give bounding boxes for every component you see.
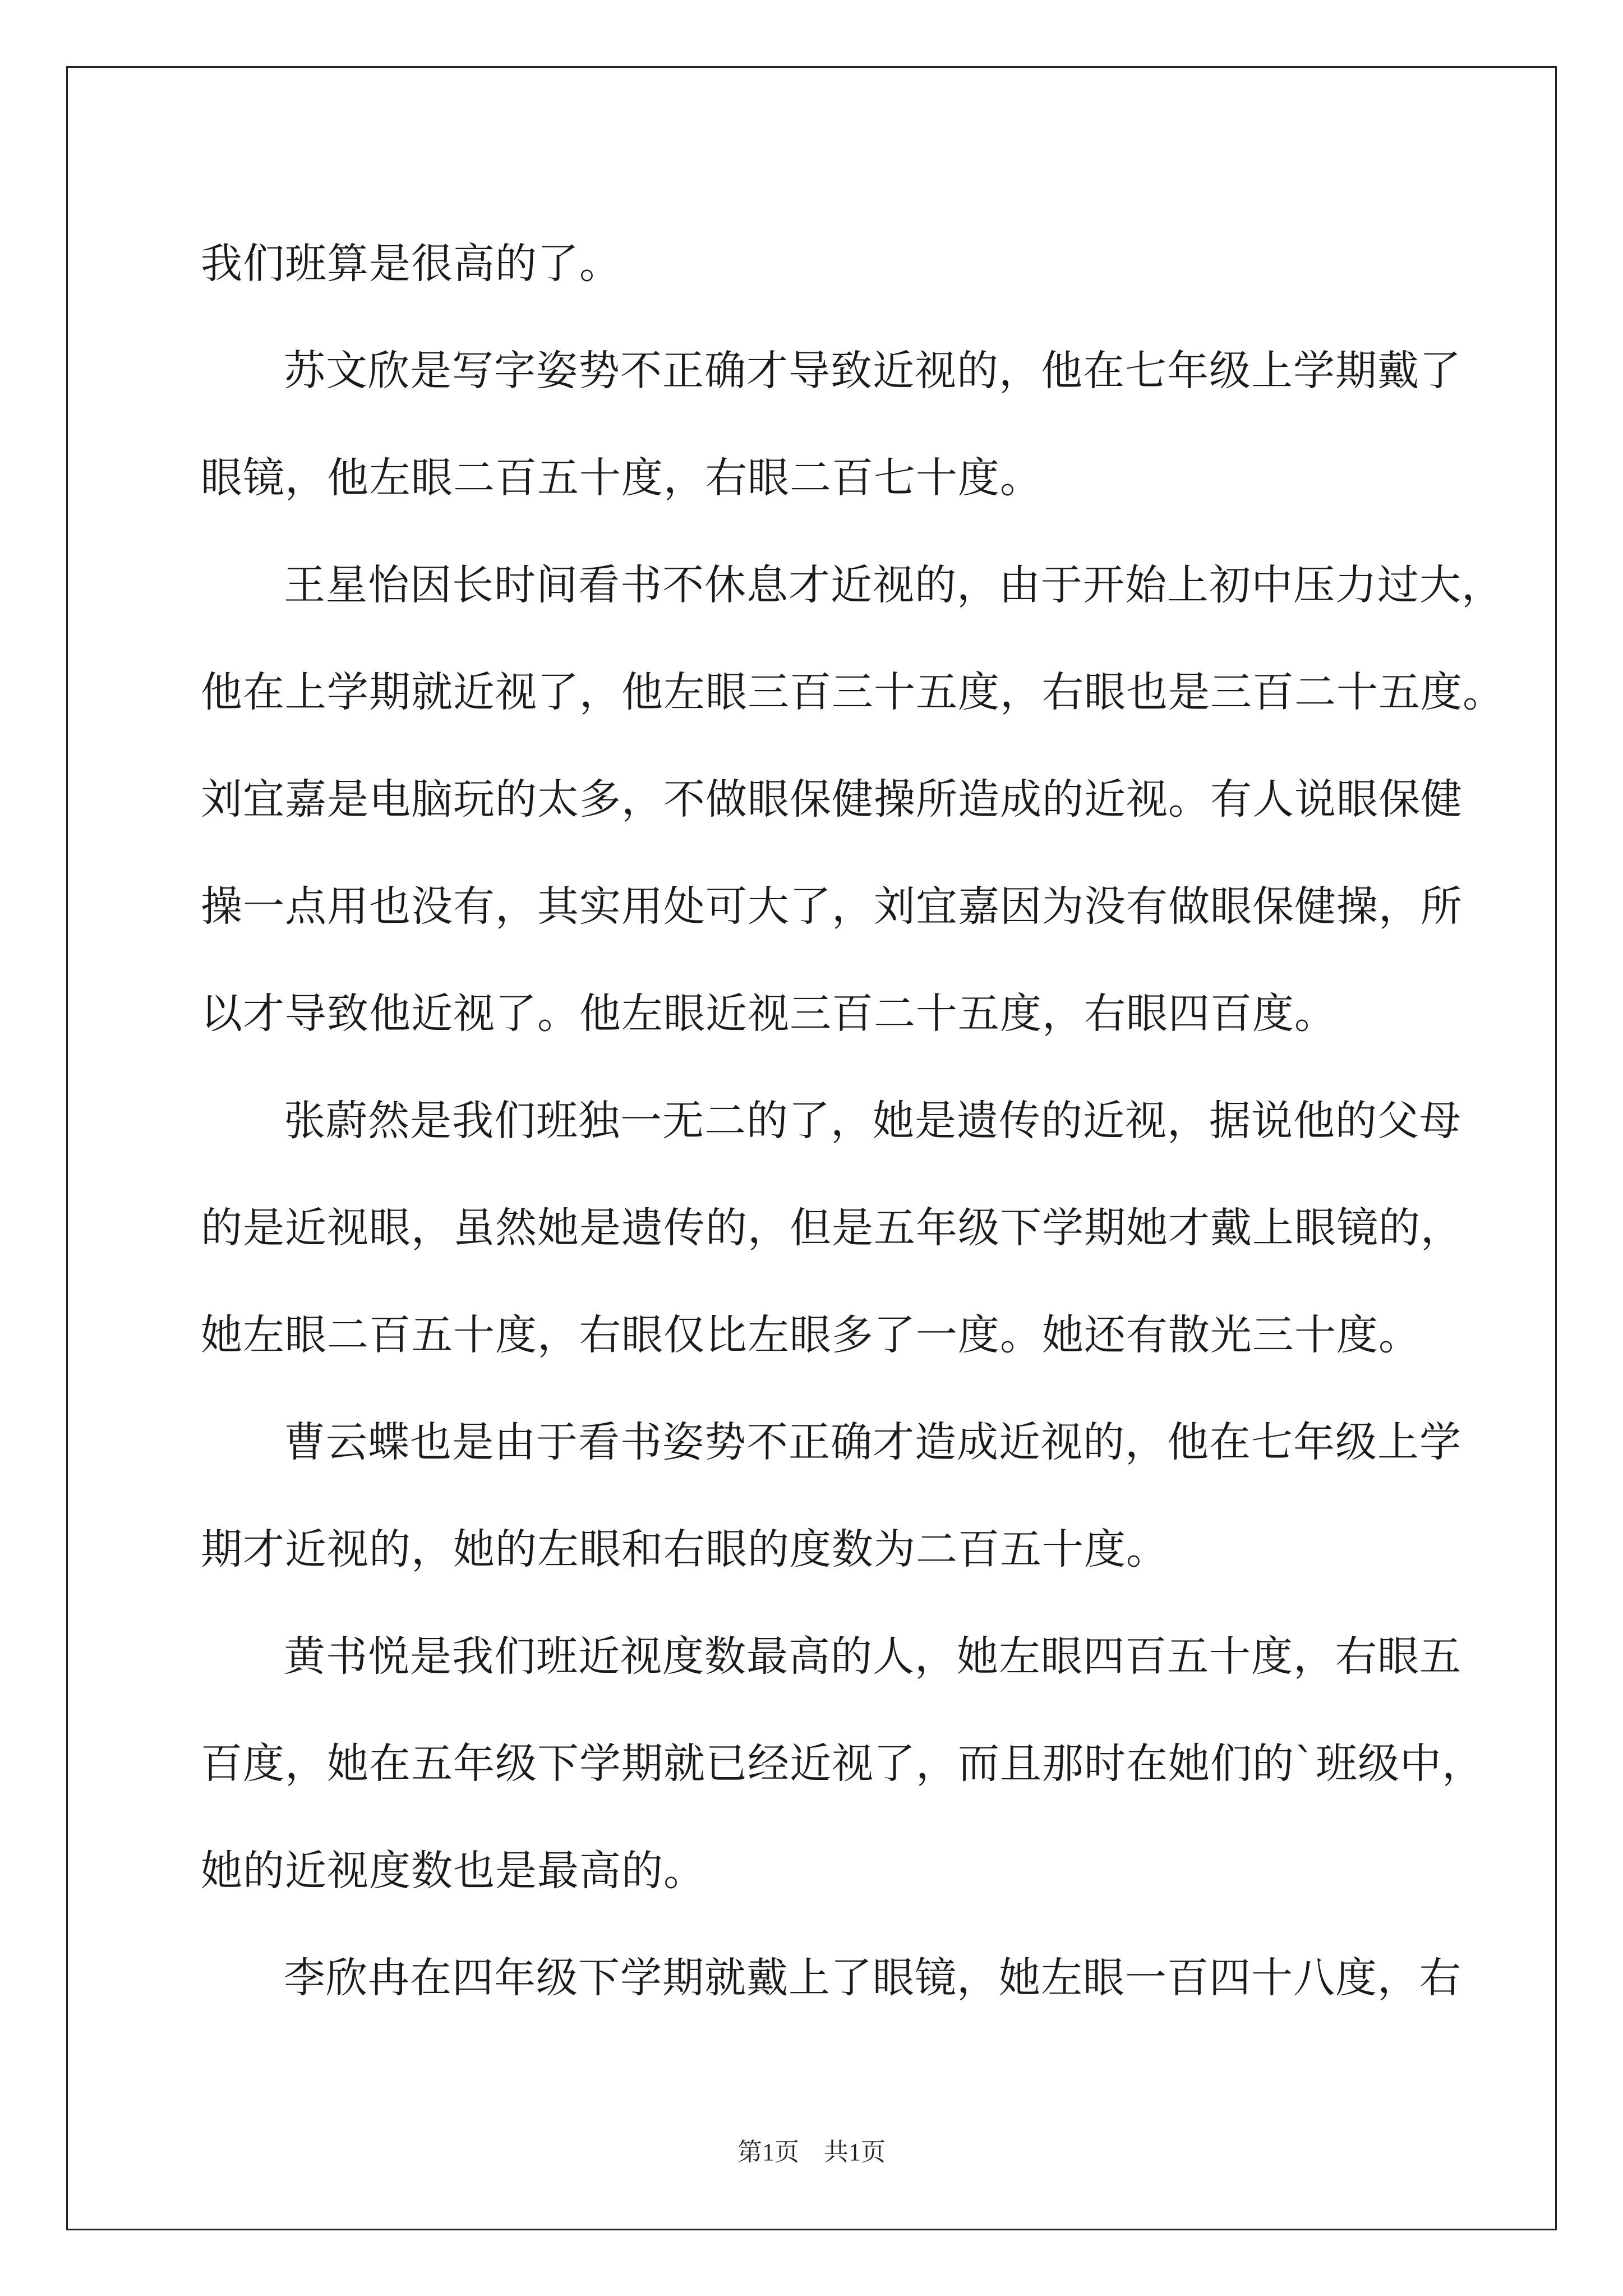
text-line: 王星怡因长时间看书不休息才近视的，由于开始上初中压力过大， [284,561,1504,609]
text-line: 期才近视的，她的左眼和右眼的度数为二百五十度。 [201,1525,1168,1573]
text-line: 刘宜嘉是电脑玩的太多，不做眼保健操所造成的近视。有人说眼保健 [201,775,1463,823]
text-line: 的是近视眼，虽然她是遗传的，但是五年级下学期她才戴上眼镜的， [201,1204,1463,1252]
text-line: 眼镜，他左眼二百五十度，右眼二百七十度。 [201,454,1042,502]
document-body [201,210,1505,2032]
text-line: 百度，她在五年级下学期就已经近视了，而且那时在她们的`班级中， [201,1740,1484,1788]
text-line: 她左眼二百五十度，右眼仅比左眼多了一度。她还有散光三十度。 [201,1311,1421,1359]
text-line: 李欣冉在四年级下学期就戴上了眼镜，她左眼一百四十八度，右 [284,1954,1461,2002]
text-line: 苏文欣是写字姿势不正确才导致近视的，他在七年级上学期戴了 [284,347,1461,395]
text-line: 张蔚然是我们班独一无二的了，她是遗传的近视，据说他的父母 [284,1097,1461,1145]
text-line: 黄书悦是我们班近视度数最高的人，她左眼四百五十度，右眼五 [284,1632,1461,1681]
page-footer: 第1页 共1页 [737,2138,886,2166]
text-line: 我们班算是很高的了。 [201,240,621,288]
text-line: 他在上学期就近视了，他左眼三百三十五度，右眼也是三百二十五度。 [201,668,1505,716]
text-line: 她的近视度数也是最高的。 [201,1847,706,1895]
text-line: 曹云蝶也是由于看书姿势不正确才造成近视的，他在七年级上学 [284,1418,1461,1466]
text-line: 以才导致他近视了。他左眼近视三百二十五度，右眼四百度。 [201,990,1336,1038]
text-line: 操一点用也没有，其实用处可大了，刘宜嘉因为没有做眼保健操，所 [201,882,1463,931]
